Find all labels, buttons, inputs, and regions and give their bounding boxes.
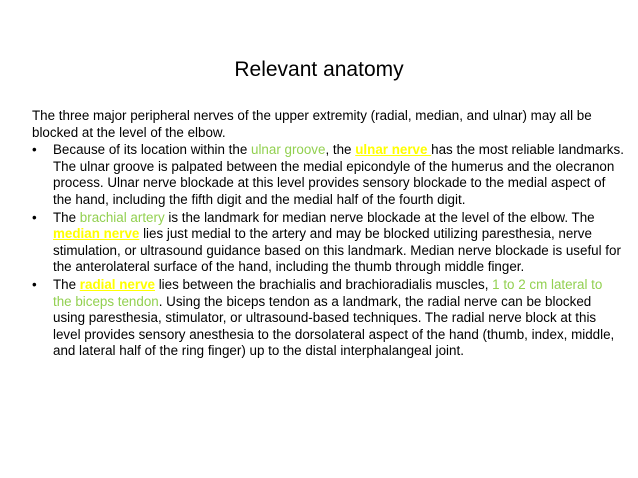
bullet-item-radial	[32, 277, 624, 360]
highlight-ulnar-nerve: ulnar nerve	[355, 142, 432, 158]
highlight-radial-nerve: radial nerve	[79, 276, 155, 292]
text-run: has the most reliable landmarks. The ulnar groove is palpated between the medial epicondyle of the humerus and the olecranon process. Ulnar nerve blockade at this level provides sensory blockade to the medial aspect of the hand, including the fifth digit and the medial half of the fourth digit.	[53, 142, 624, 207]
highlight-ulnar-groove: ulnar groove	[251, 142, 326, 158]
text-run: is the landmark for median nerve blockade at the level of the elbow. The	[164, 209, 595, 225]
bullet-dot-icon: •	[32, 276, 37, 292]
bullet-list	[32, 142, 624, 360]
bullet-dot-icon: •	[32, 142, 37, 158]
slide-title: Relevant anatomy	[234, 58, 404, 81]
text-run: . Using the biceps tendon as a landmark, the radial nerve can be blocked using paresthesia, stimulator, or ultrasound-based techniques. The radial nerve block at this level provides sensory anesthesia to the dorsolateral aspect of the hand (thumb, index, middle, and lateral half of the ring finger) up to the distal interphalangeal joint.	[53, 293, 615, 359]
text-run: The	[53, 209, 80, 225]
text-run: The	[53, 276, 80, 292]
highlight-brachial-artery: brachial artery	[79, 209, 165, 225]
text-run: , the	[325, 142, 356, 158]
bullet-dot-icon: •	[32, 209, 37, 225]
intro-paragraph: The three major peripheral nerves of the upper extremity (radial, median, and ulnar) may all be blocked at the level of the elbow.	[32, 108, 592, 140]
text-run: Because of its location within the	[53, 142, 251, 158]
text-run: lies between the brachialis and brachioradialis muscles,	[154, 276, 493, 292]
bullet-item-median	[32, 210, 624, 276]
bullet-item-ulnar	[32, 142, 624, 208]
text-run: lies just medial to the artery and may be blocked utilizing paresthesia, nerve stimulation, or ultrasound guidance based on this landmark. Median nerve blockade is useful for the anterolateral surface of the hand, including the thumb through middle finger.	[53, 226, 621, 275]
slide-content	[32, 108, 624, 361]
highlight-lateral-distance: 1 to 2 cm lateral to the biceps tendon	[53, 276, 603, 309]
highlight-median-nerve: median nerve	[53, 226, 140, 242]
